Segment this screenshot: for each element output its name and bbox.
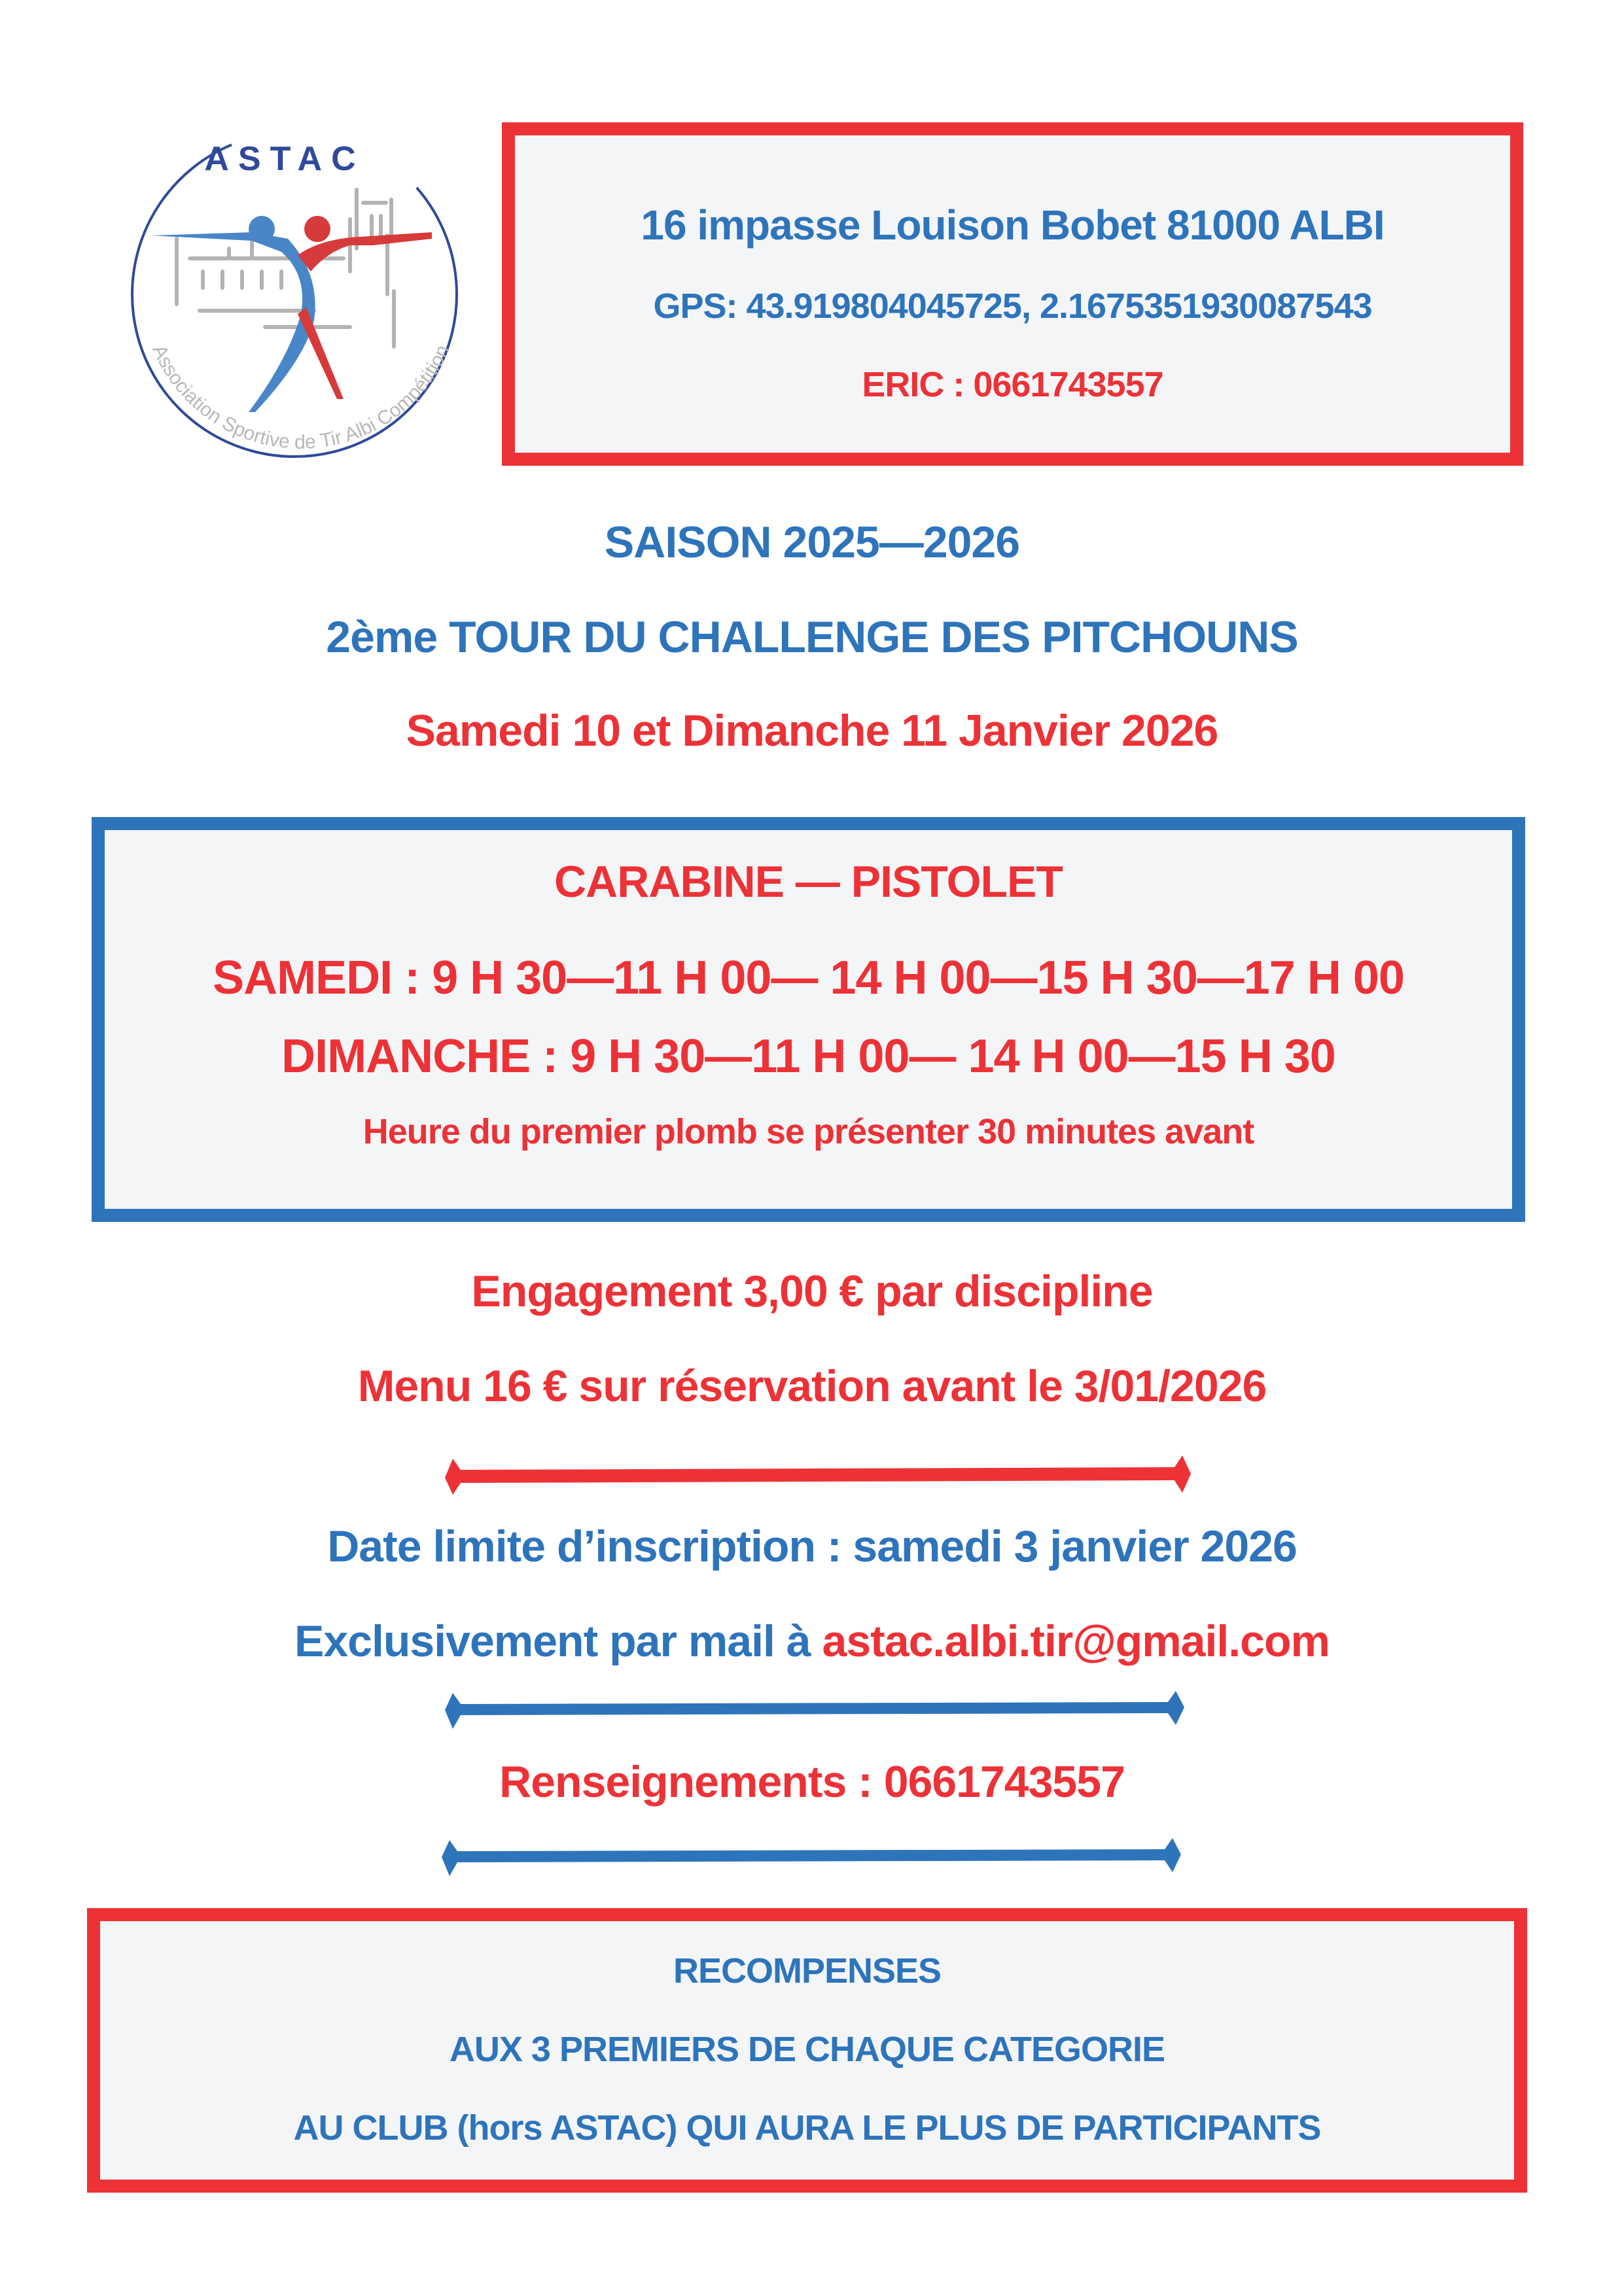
contact-phone: ERIC : 0661743557 [862,365,1163,404]
logo-title: ASTAC [204,140,365,178]
blue-double-arrow-icon [442,1838,1188,1877]
svg-text:Association Sportive de Tir Al [148,341,453,453]
saturday-schedule: SAMEDI : 9 H 30—11 H 00— 14 H 00—15 H 30—17 H 00 [213,952,1404,1004]
rewards-line-2: AU CLUB (hors ASTAC) QUI AURA LE PLUS DE PARTICIPANTS [293,2108,1321,2148]
address-box [502,122,1523,466]
logo-emblem-icon [124,124,478,491]
event-title: 2ème TOUR DU CHALLENGE DES PITCHOUNS [326,612,1298,662]
season-title: SAISON 2025—2026 [604,517,1020,567]
engagement-fee: Engagement 3,00 € par discipline [471,1266,1153,1316]
registration-deadline: Date limite d’inscription : samedi 3 janvier 2026 [327,1522,1297,1571]
email-prefix: Exclusivement par mail à [294,1616,822,1666]
rewards-title: RECOMPENSES [673,1951,942,1991]
email-link[interactable]: astac.albi.tir@gmail.com [822,1616,1330,1666]
address-text: 16 impasse Louison Bobet 81000 ALBI [641,201,1385,249]
sunday-schedule: DIMANCHE : 9 H 30—11 H 00— 14 H 00—15 H 30 [281,1030,1335,1083]
email-line [0,1616,1624,1667]
info-phone: Renseignements : 0661743557 [499,1757,1125,1807]
disciplines-title: CARABINE — PISTOLET [554,857,1063,907]
rewards-box [87,1908,1527,2193]
logo-subtitle: Association Sportive de Tir Albi Compétition [148,341,454,453]
gps-coordinates: GPS: 43.919804045725, 2.1675351930087543 [653,287,1372,326]
red-double-arrow-icon [445,1455,1191,1501]
arrival-note: Heure du premier plomb se présenter 30 minutes avant [362,1112,1254,1151]
astac-logo [124,124,478,491]
schedule-box [92,817,1525,1222]
event-dates: Samedi 10 et Dimanche 11 Janvier 2026 [406,706,1218,756]
blue-double-arrow-icon [445,1691,1191,1730]
menu-info: Menu 16 € sur réservation avant le 3/01/2026 [357,1361,1267,1411]
rewards-line-1: AUX 3 PREMIERS DE CHAQUE CATEGORIE [449,2030,1165,2069]
